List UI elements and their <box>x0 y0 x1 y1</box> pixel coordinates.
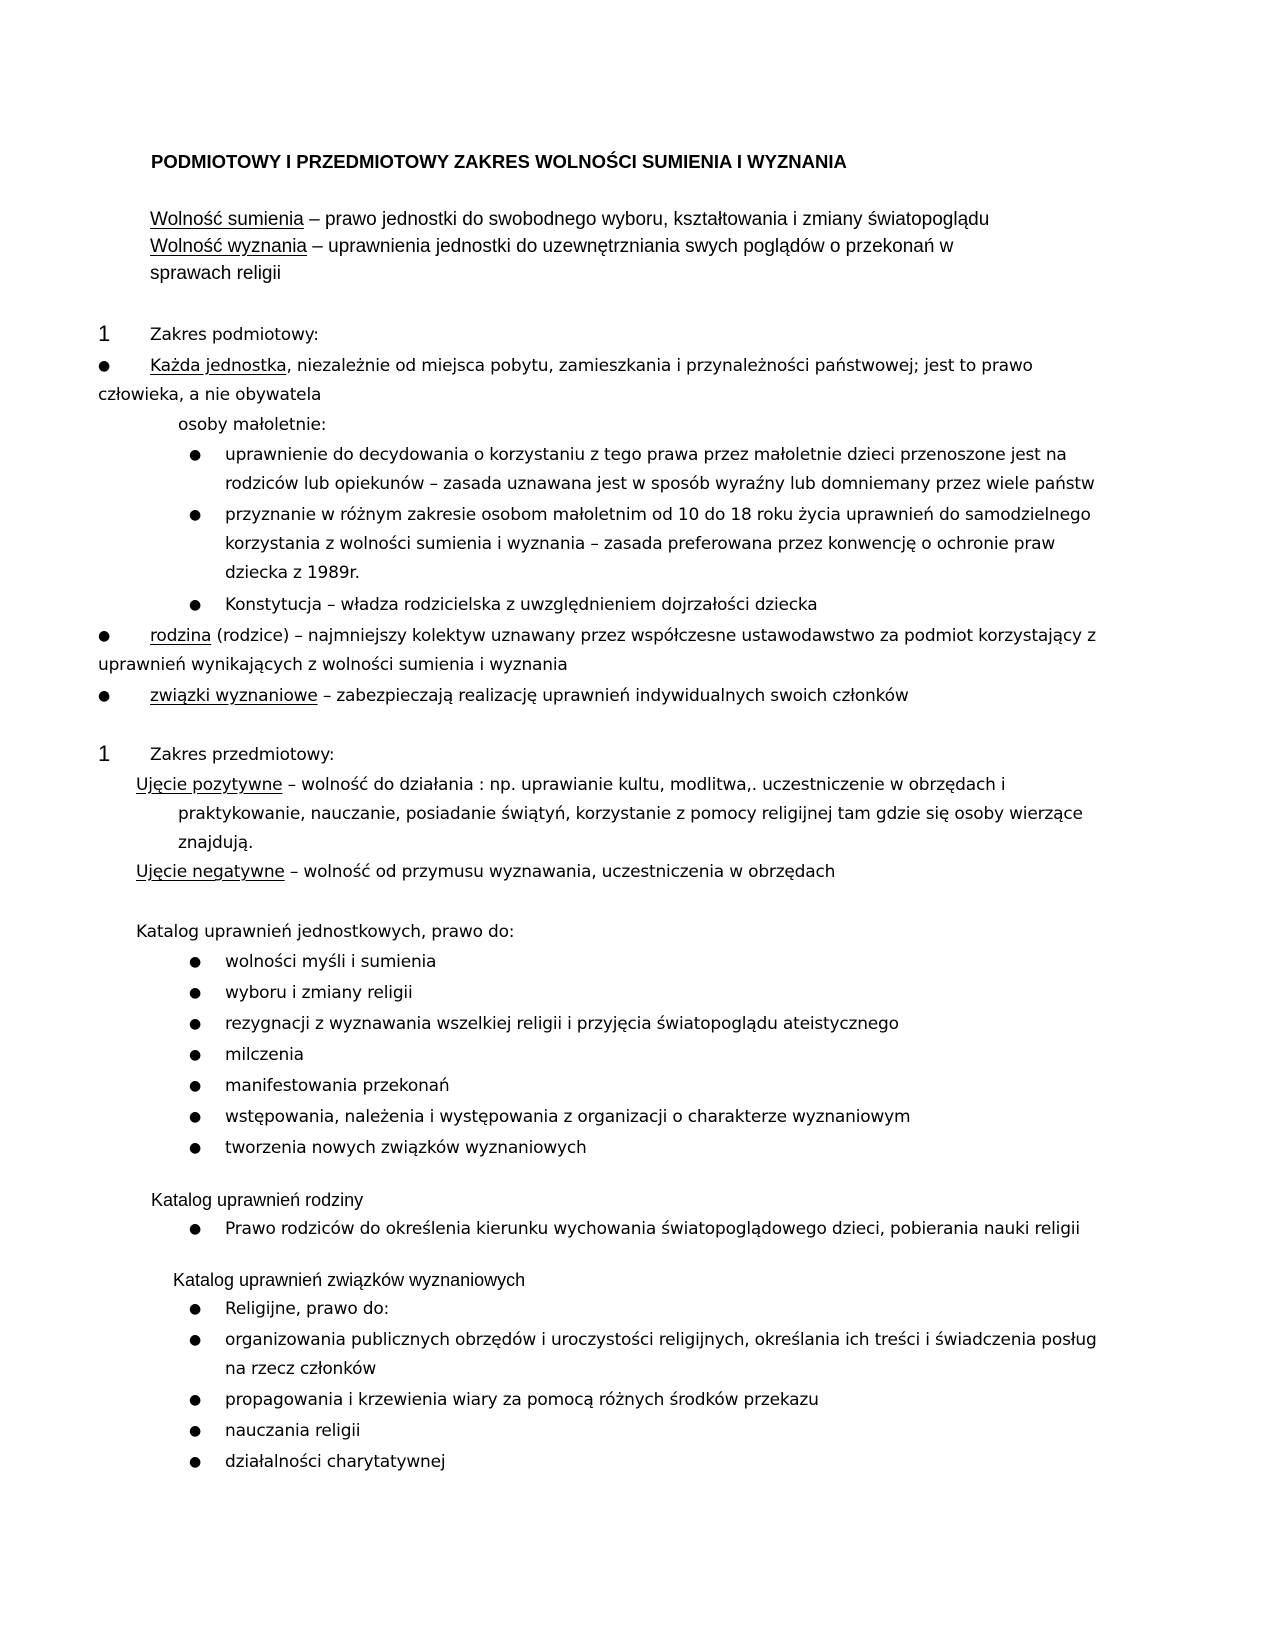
bullet-icon: ● <box>189 1016 202 1032</box>
definition-wyznania <box>150 236 953 258</box>
section-number: 1 <box>98 741 111 766</box>
list-item: manifestowania przekonań <box>225 1076 450 1096</box>
catalog-heading: Katalog uprawnień rodziny <box>151 1190 364 1210</box>
bullet-icon: ● <box>189 1454 202 1470</box>
bullet-icon: ● <box>189 954 202 970</box>
list-item: nauczania religii <box>225 1421 361 1441</box>
bullet-icon: ● <box>98 688 111 704</box>
bullet-icon: ● <box>189 1221 202 1237</box>
definition-text: – uprawnienia jednostki do uzewnętrzniania swych poglądów o przekonań w <box>307 236 954 257</box>
list-item: wstępowania, należenia i występowania z organizacji o charakterze wyznaniowym <box>225 1107 911 1127</box>
section-heading: Zakres podmiotowy: <box>150 325 319 345</box>
list-item: organizowania publicznych obrzędów i uroczystości religijnych, określania ich treści i świadczenia posług <box>225 1330 1097 1350</box>
list-item: wolności myśli i sumienia <box>225 952 437 972</box>
bullet-icon: ● <box>98 628 111 644</box>
list-item-text: , niezależnie od miejsca pobytu, zamieszkania i przynależności państwowej; jest to prawo <box>286 356 1033 376</box>
sublist-item-line: przyznanie w różnym zakresie osobom małoletnim od 10 do 18 roku życia uprawnień do samodzielnego <box>225 505 1091 525</box>
term-wolnosc-sumienia: Wolność sumienia <box>150 209 304 230</box>
catalog-heading: Katalog uprawnień związków wyznaniowych <box>173 1270 526 1290</box>
list-item: milczenia <box>225 1045 304 1065</box>
list-item-text-continued: człowieka, a nie obywatela <box>98 385 322 405</box>
positive-approach <box>136 775 1005 795</box>
list-item: działalności charytatywnej <box>225 1452 446 1472</box>
term-wolnosc-wyznania: Wolność wyznania <box>150 236 308 257</box>
list-item <box>150 686 909 706</box>
section-number: 1 <box>98 321 111 346</box>
bullet-icon: ● <box>189 1332 202 1348</box>
section-heading: Zakres przedmiotowy: <box>150 745 335 765</box>
list-item: Religijne, prawo do: <box>225 1299 390 1319</box>
list-item <box>150 356 1033 376</box>
list-item: wyboru i zmiany religii <box>225 983 413 1003</box>
bullet-icon: ● <box>189 1301 202 1317</box>
definition-sumienia <box>150 209 989 231</box>
term-zwiazki-wyznaniowe: związki wyznaniowe <box>150 686 318 706</box>
term-ujecie-negatywne: Ujęcie negatywne <box>136 862 285 882</box>
list-item-text-continued: uprawnień wynikających z wolności sumienia i wyznania <box>98 655 568 675</box>
sublist-item-line: rodziców lub opiekunów – zasada uznawana jest w sposób wyraźny lub domniemany przez wiele państw <box>225 474 1095 494</box>
bullet-icon: ● <box>189 1109 202 1125</box>
catalog-heading: Katalog uprawnień jednostkowych, prawo do: <box>136 922 515 942</box>
bullet-icon: ● <box>189 1140 202 1156</box>
list-item <box>150 626 1096 646</box>
term-kazda-jednostka: Każda jednostka <box>150 356 287 376</box>
sublist-item-line: korzystania z wolności sumienia i wyznania – zasada preferowana przez konwencję o ochronie praw <box>225 534 1056 554</box>
sublist-label: osoby małoletnie: <box>178 415 327 435</box>
approach-text: – wolność do działania : np. uprawianie kultu, modlitwa,. uczestniczenie w obrzędach i <box>282 775 1006 795</box>
bullet-icon: ● <box>98 358 111 374</box>
list-item: Prawo rodziców do określenia kierunku wychowania światopoglądowego dzieci, pobierania nauki religii <box>225 1219 1080 1239</box>
definition-text: – prawo jednostki do swobodnego wyboru, kształtowania i zmiany światopoglądu <box>303 209 990 230</box>
bullet-icon: ● <box>189 597 202 613</box>
bullet-icon: ● <box>189 1047 202 1063</box>
approach-text: – wolność od przymusu wyznawania, uczestniczenia w obrzędach <box>284 862 836 882</box>
page-title: PODMIOTOWY I PRZEDMIOTOWY ZAKRES WOLNOŚCI SUMIENIA I WYZNANIA <box>151 151 847 172</box>
approach-text-continued: praktykowanie, nauczanie, posiadanie świątyń, korzystanie z pomocy religijnej tam gdzie się osoby wierzące <box>178 804 1083 824</box>
negative-approach <box>136 862 835 882</box>
list-item: tworzenia nowych związków wyznaniowych <box>225 1138 587 1158</box>
sublist-item-line: uprawnienie do decydowania o korzystaniu z tego prawa przez małoletnie dzieci przenoszone jest na <box>225 445 1067 465</box>
list-item-text-continued: na rzecz członków <box>225 1359 377 1379</box>
term-ujecie-pozytywne: Ujęcie pozytywne <box>136 775 283 795</box>
definition-text-continued: sprawach religii <box>150 263 281 284</box>
bullet-icon: ● <box>189 447 202 463</box>
bullet-icon: ● <box>189 985 202 1001</box>
list-item: rezygnacji z wyznawania wszelkiej religii i przyjęcia światopoglądu ateistycznego <box>225 1014 899 1034</box>
sublist-item-line: Konstytucja – władza rodzicielska z uwzględnieniem dojrzałości dziecka <box>225 595 818 615</box>
sublist-item-line: dziecka z 1989r. <box>225 563 360 583</box>
bullet-icon: ● <box>189 1078 202 1094</box>
bullet-icon: ● <box>189 1392 202 1408</box>
bullet-icon: ● <box>189 507 202 523</box>
bullet-icon: ● <box>189 1423 202 1439</box>
approach-text-continued: znajdują. <box>178 833 254 853</box>
list-item-text: (rodzice) – najmniejszy kolektyw uznawany przez współczesne ustawodawstwo za podmiot korzystający z <box>211 626 1096 646</box>
list-item-text: – zabezpieczają realizację uprawnień indywidualnych swoich członków <box>317 686 909 706</box>
list-item: propagowania i krzewienia wiary za pomocą różnych środków przekazu <box>225 1390 819 1410</box>
term-rodzina: rodzina <box>150 626 212 646</box>
